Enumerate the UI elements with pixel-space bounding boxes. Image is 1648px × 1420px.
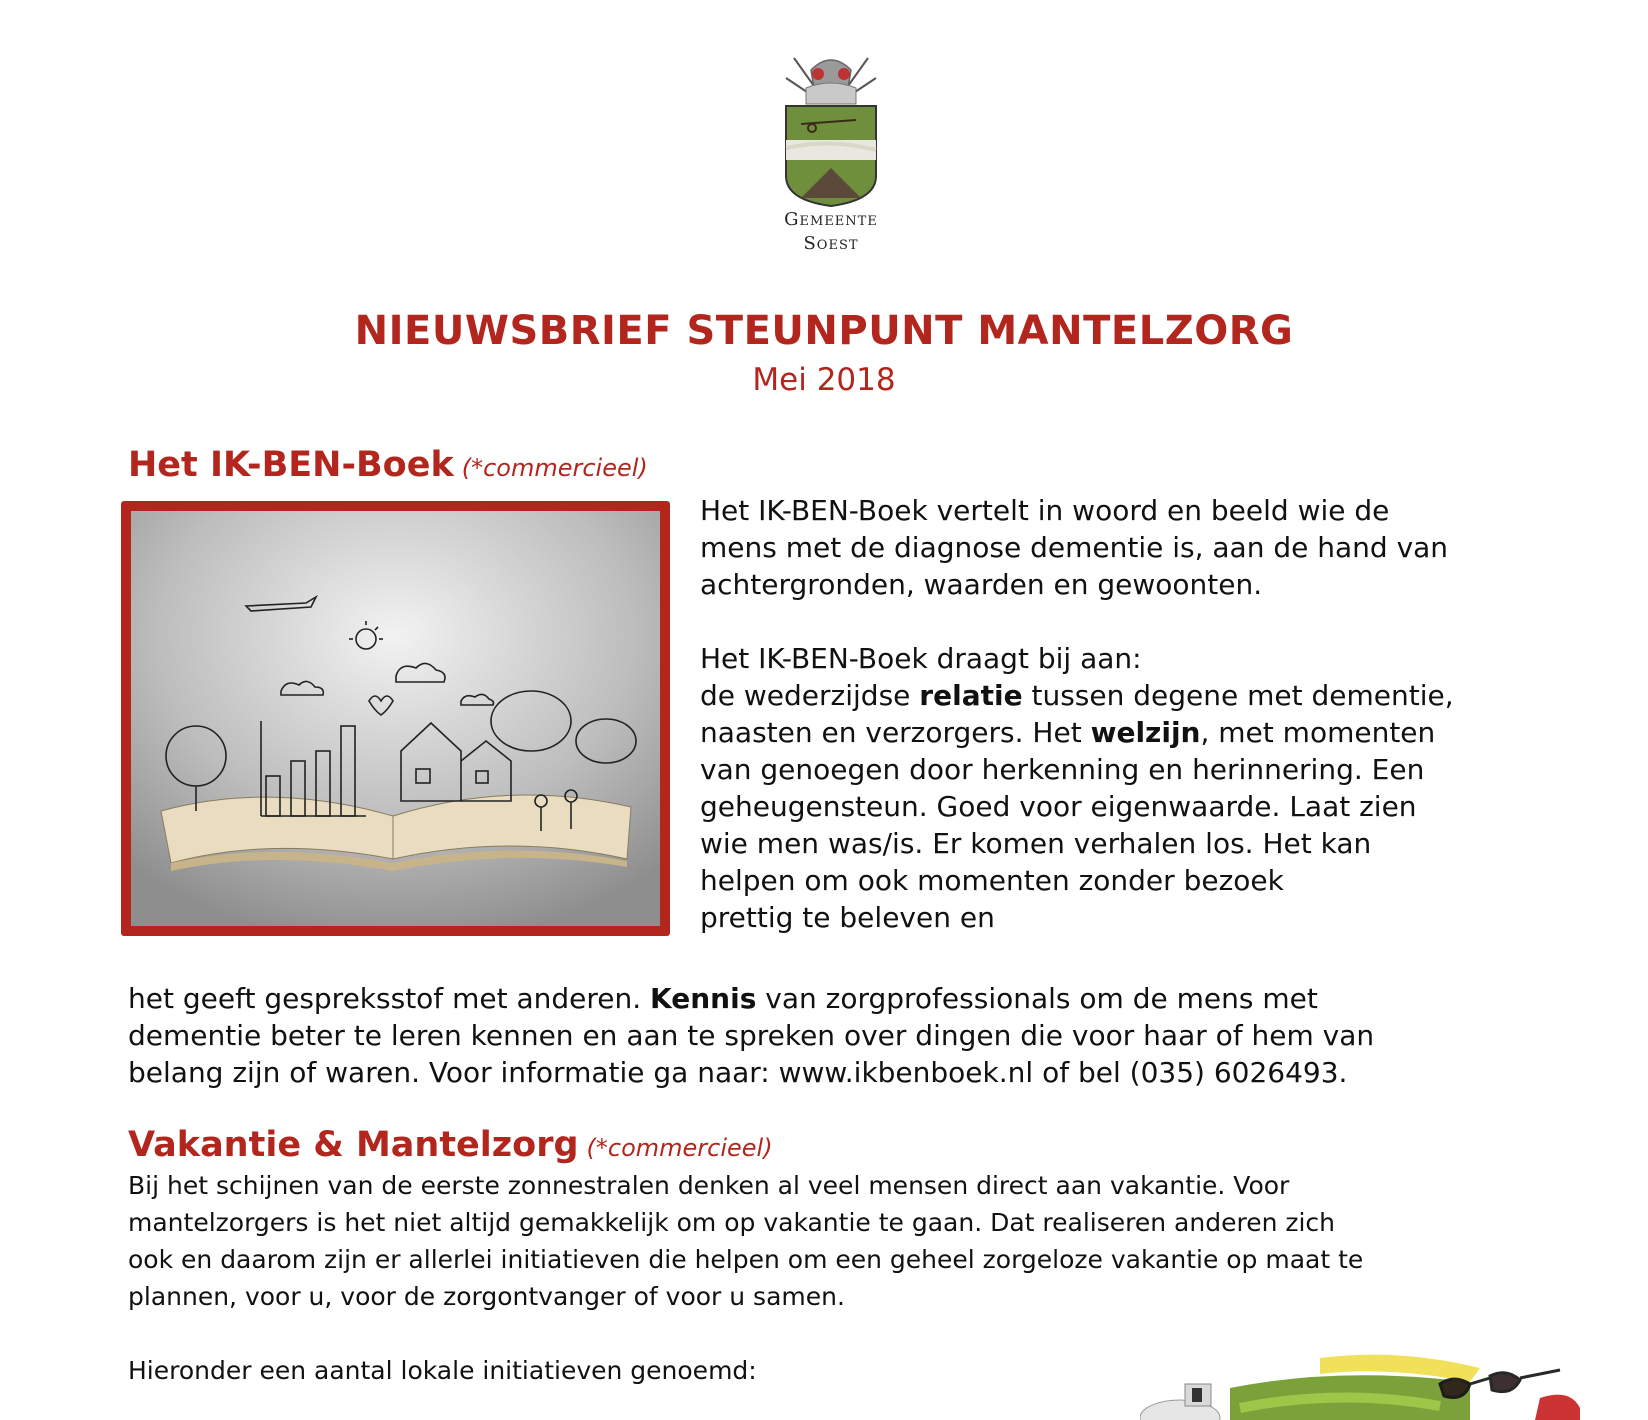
section-heading-ikbenboek	[128, 445, 648, 485]
municipality-line1: Gemeente	[784, 209, 878, 230]
section-heading-vakantie	[128, 1125, 773, 1165]
text-line: naasten en verzorgers. Het welzijn, met momenten	[700, 716, 1436, 749]
text-line: plannen, voor u, voor de zorgontvanger of voor u samen.	[128, 1282, 845, 1311]
text-line: Bij het schijnen van de eerste zonnestralen denken al veel mensen direct aan vakantie. Voor	[128, 1171, 1290, 1200]
commercial-tag: (*commercieel)	[586, 1134, 773, 1162]
text-line: belang zijn of waren. Voor informatie ga naar: www.ikbenboek.nl of bel (035) 6026493.	[128, 1056, 1348, 1089]
newsletter-date: Mei 2018	[752, 362, 896, 398]
text-line: Het IK-BEN-Boek vertelt in woord en beeld wie de	[700, 494, 1390, 527]
vacation-items-image	[1140, 1348, 1580, 1420]
text-line: geheugensteun. Goed voor eigenwaarde. Laat zien	[700, 790, 1417, 823]
text-line: Het IK-BEN-Boek draagt bij aan:	[700, 642, 1142, 675]
open-book-sketches-image	[131, 511, 660, 926]
municipality-name	[740, 208, 922, 256]
text-line: mens met de diagnose dementie is, aan de hand van	[700, 531, 1449, 564]
text-line: de wederzijdse relatie tussen degene met dementie,	[700, 679, 1454, 712]
text-line: ook en daarom zijn er allerlei initiatieven die helpen om een geheel zorgeloze vakantie op maat te	[128, 1245, 1364, 1274]
text-line: het geeft gespreksstof met anderen. Kennis van zorgprofessionals om de mens met	[128, 982, 1318, 1015]
text-line: achtergronden, waarden en gewoonten.	[700, 568, 1263, 601]
keyword-welzijn: welzijn	[1090, 716, 1201, 749]
commercial-tag: (*commercieel)	[461, 454, 648, 482]
text-line: dementie beter te leren kennen en aan te spreken over dingen die voor haar of hem van	[128, 1019, 1375, 1052]
municipality-line2: Soest	[803, 233, 859, 254]
keyword-kennis: Kennis	[650, 982, 757, 1015]
text-line: prettig te beleven en	[700, 901, 995, 934]
section-title: Het IK-BEN-Boek	[128, 445, 454, 485]
text-line: van genoegen door herkenning en herinnering. Een	[700, 753, 1425, 786]
section-title: Vakantie & Mantelzorg	[128, 1125, 579, 1165]
keyword-relatie: relatie	[919, 679, 1023, 712]
newsletter-title: NIEUWSBRIEF STEUNPUNT MANTELZORG	[354, 308, 1294, 354]
text-line: Hieronder een aantal lokale initiatieven genoemd:	[128, 1356, 757, 1385]
text-line: helpen om ook momenten zonder bezoek	[700, 864, 1284, 897]
text-line: wie men was/is. Er komen verhalen los. Het kan	[700, 827, 1372, 860]
book-image-frame	[121, 501, 670, 936]
continuation-text	[128, 980, 1374, 1091]
text-line: mantelzorgers is het niet altijd gemakkelijk om op vakantie te gaan. Dat realiseren anderen zich	[128, 1208, 1336, 1237]
intro-text	[700, 492, 1454, 936]
